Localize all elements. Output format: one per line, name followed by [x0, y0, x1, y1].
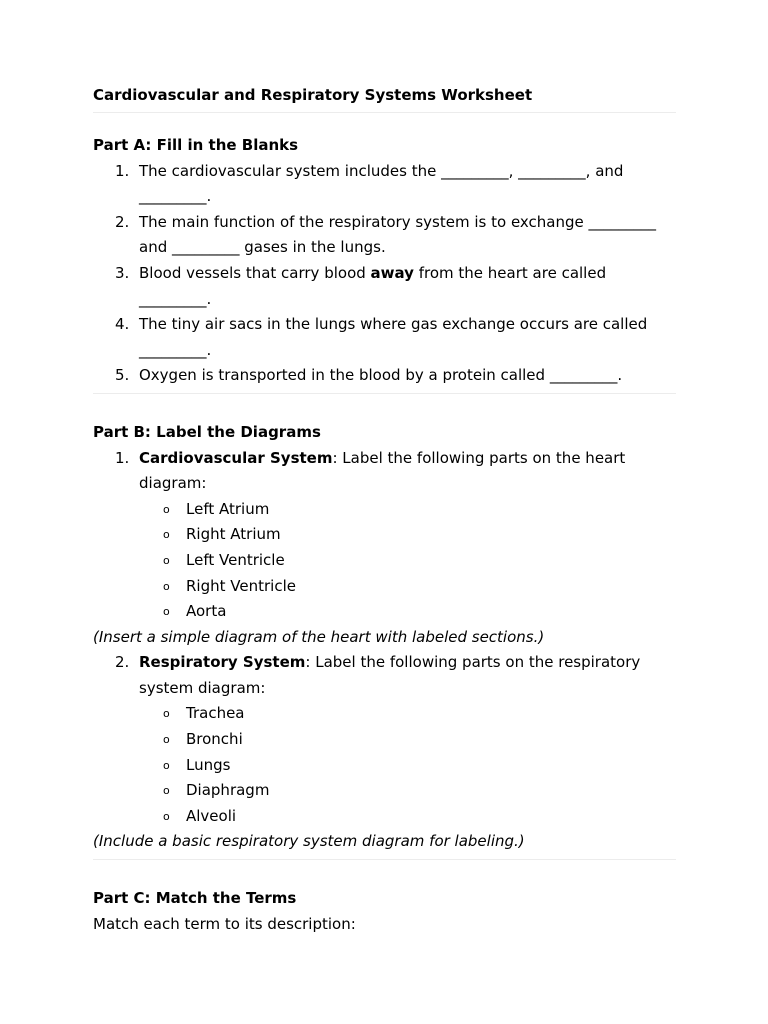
part-b-list	[93, 650, 676, 701]
bullet-icon: o	[163, 707, 170, 721]
sub-item-text: Aorta	[186, 602, 227, 621]
part-a-list	[93, 159, 676, 389]
list-item	[93, 446, 676, 497]
sub-list-item	[93, 701, 676, 727]
list-item	[93, 261, 676, 312]
document-body	[93, 83, 676, 937]
item-number: 5.	[115, 366, 130, 385]
sub-item-text: Lungs	[186, 755, 231, 774]
diagram-note: (Insert a simple diagram of the heart with labeled sections.)	[93, 627, 545, 646]
item-number: 1.	[115, 161, 130, 180]
heart-parts-list	[93, 497, 676, 625]
bullet-icon: o	[163, 758, 170, 772]
bullet-icon: o	[163, 502, 170, 516]
item-text: The tiny air sacs in the lungs where gas exchange occurs are called _________.	[139, 315, 648, 359]
list-item	[93, 159, 676, 210]
item-number: 3.	[115, 263, 130, 282]
sub-item-text: Trachea	[186, 704, 245, 723]
bullet-icon: o	[163, 553, 170, 567]
sub-item-text: Right Ventricle	[186, 576, 296, 595]
sub-list-item	[93, 778, 676, 804]
sub-item-text: Right Atrium	[186, 525, 281, 544]
bullet-icon: o	[163, 809, 170, 823]
item-number: 4.	[115, 315, 130, 334]
part-a-heading: Part A: Fill in the Blanks	[93, 136, 299, 154]
respiratory-parts-list	[93, 701, 676, 829]
sub-list-item	[93, 522, 676, 548]
item-text-start: Blood vessels that carry blood	[139, 263, 371, 282]
sub-list-item	[93, 574, 676, 600]
bullet-icon: o	[163, 579, 170, 593]
list-item	[93, 650, 676, 701]
item-number: 2.	[115, 212, 130, 231]
item-number: 2.	[115, 653, 130, 672]
item-title: Cardiovascular System	[139, 448, 333, 467]
sub-item-text: Alveoli	[186, 806, 237, 825]
item-text: Oxygen is transported in the blood by a protein called _________.	[139, 366, 623, 385]
sub-item-text: Bronchi	[186, 730, 243, 749]
item-text-end: from the heart are called _________.	[139, 263, 607, 308]
bullet-icon: o	[163, 528, 170, 542]
list-item	[93, 312, 676, 363]
item-text: The main function of the respiratory system is to exchange _________ and _________ gases in the lungs.	[139, 212, 656, 257]
item-title: Respiratory System	[139, 653, 306, 672]
list-item	[93, 363, 676, 389]
bullet-icon: o	[163, 733, 170, 747]
part-c-heading: Part C: Match the Terms	[93, 889, 297, 908]
sub-list-item	[93, 548, 676, 574]
part-c-section	[93, 886, 676, 937]
document-title: Cardiovascular and Respiratory Systems Worksheet	[93, 86, 533, 104]
bullet-icon: o	[163, 784, 170, 798]
part-b-list	[93, 446, 676, 497]
sub-item-text: Left Ventricle	[186, 550, 285, 569]
bullet-icon: o	[163, 605, 170, 619]
sub-list-item	[93, 753, 676, 779]
sub-item-text: Left Atrium	[186, 499, 270, 518]
part-b-heading: Part B: Label the Diagrams	[93, 422, 321, 441]
item-text-emphasis: away	[370, 263, 414, 282]
sub-list-item	[93, 599, 676, 625]
list-item	[93, 210, 676, 261]
part-a-section	[93, 133, 676, 389]
sub-list-item	[93, 804, 676, 830]
item-number: 1.	[115, 448, 130, 467]
item-text: : Label the following parts on the respiratory system diagram:	[139, 653, 641, 697]
diagram-note: (Include a basic respiratory system diagram for labeling.)	[93, 832, 525, 851]
sub-list-item	[93, 727, 676, 753]
part-b-section	[93, 420, 676, 855]
part-c-instructions: Match each term to its description:	[93, 914, 356, 933]
item-text: : Label the following parts on the heart diagram:	[139, 448, 626, 493]
sub-item-text: Diaphragm	[186, 781, 270, 800]
item-text: The cardiovascular system includes the _________, _________, and _________.	[139, 161, 624, 206]
sub-list-item	[93, 497, 676, 523]
